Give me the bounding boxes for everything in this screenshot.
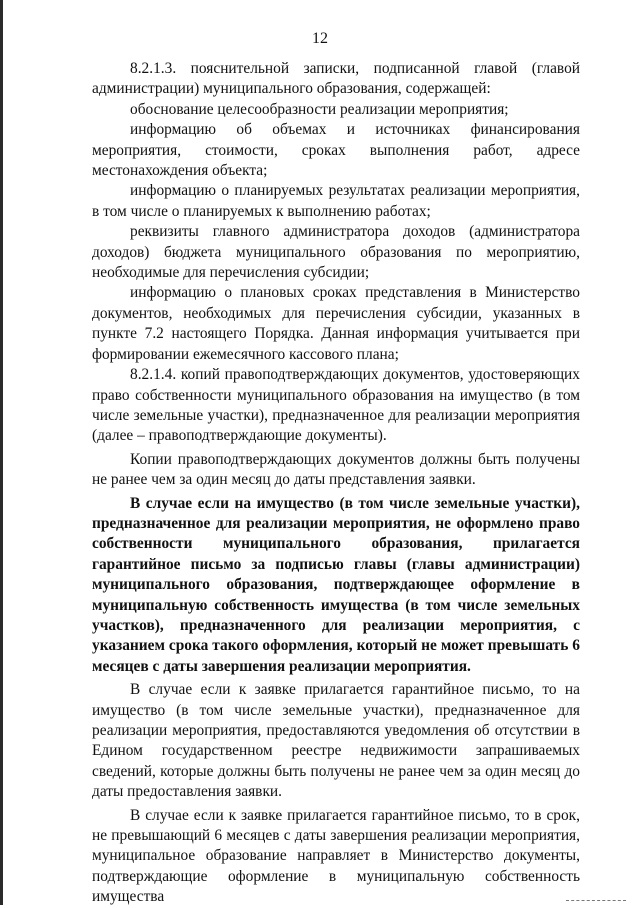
paragraph-six-months: В случае если к заявке прилагается гарантийное письмо, то в срок, не превышающий 6 месяцев с даты завершения реализации мероприятия, муниципальное образование направляет в Министерство документы, подтверждающие оформление в муниципальную собственность имущества bbox=[92, 806, 580, 906]
paragraph-guarantee-letter: В случае если на имущество (в том числе земельные участки), предназначенное для реализации мероприятия, не оформлено право собственности муниципального образования, прилагается гарантийное письмо за подписью главы (главы администрации) муниципального образования, подтверждающее оформление в муниципальную собственность имущества (в том числе земельных участков), предназначенного для реализации мероприятия, с указанием срока такого оформления, который не может превышать 6 месяцев с даты завершения реализации мероприятия. bbox=[92, 494, 580, 675]
paragraph-planned-deadlines: информацию о плановых сроках представления в Министерство документов, необходимых для перечисления субсидии, указанных в пункте 7.2 настоящего Порядка. Данная информация учитывается при формировании ежемесячного кассового плана; bbox=[92, 284, 580, 363]
paragraph-financing-info: информацию об объемах и источниках финансирования мероприятия, стоимости, сроках выполнения работ, адресе местонахождения объекта; bbox=[92, 121, 580, 180]
paragraph-planned-results: информацию о планируемых результатах реализации мероприятия, в том числе о планируемых к выполнению работах; bbox=[92, 182, 580, 220]
paragraph-8-2-1-4: 8.2.1.4. копий правоподтверждающих документов, удостоверяющих право собственности муниципального образования на имущество (в том числе земельные участки), предназначенное для реализации мероприятия (далее – правоподтверждающие документы). bbox=[92, 366, 580, 445]
paragraph-egrn-notice: В случае если к заявке прилагается гарантийное письмо, то на имущество (в том числе земельные участки), предназначенное для реализации мероприятия, предоставляются уведомления об отсутствии в Едином государственном реестре недвижимости запрашиваемых сведений, которые должны быть получены не ранее чем за один месяц до даты предоставления заявки. bbox=[92, 681, 580, 801]
scan-edge bbox=[0, 0, 3, 905]
paragraph-revenue-administrator: реквизиты главного администратора доходов (администратора доходов) бюджета муниципального образования по мероприятию, необходимые для перечисления субсидии; bbox=[92, 223, 580, 282]
scan-artifact-dashes bbox=[566, 900, 626, 901]
paragraph-justification: обоснование целесообразности реализации мероприятия; bbox=[130, 100, 509, 118]
document-body bbox=[92, 59, 580, 908]
paragraph-document-copies: Копии правоподтверждающих документов должны быть получены не ранее чем за один месяц до даты представления заявки. bbox=[92, 450, 580, 489]
paragraph-8-2-1-3: 8.2.1.3. пояснительной записки, подписанной главой (главой администрации) муниципального образования, содержащей: bbox=[92, 60, 580, 98]
page-number: 12 bbox=[312, 30, 328, 47]
